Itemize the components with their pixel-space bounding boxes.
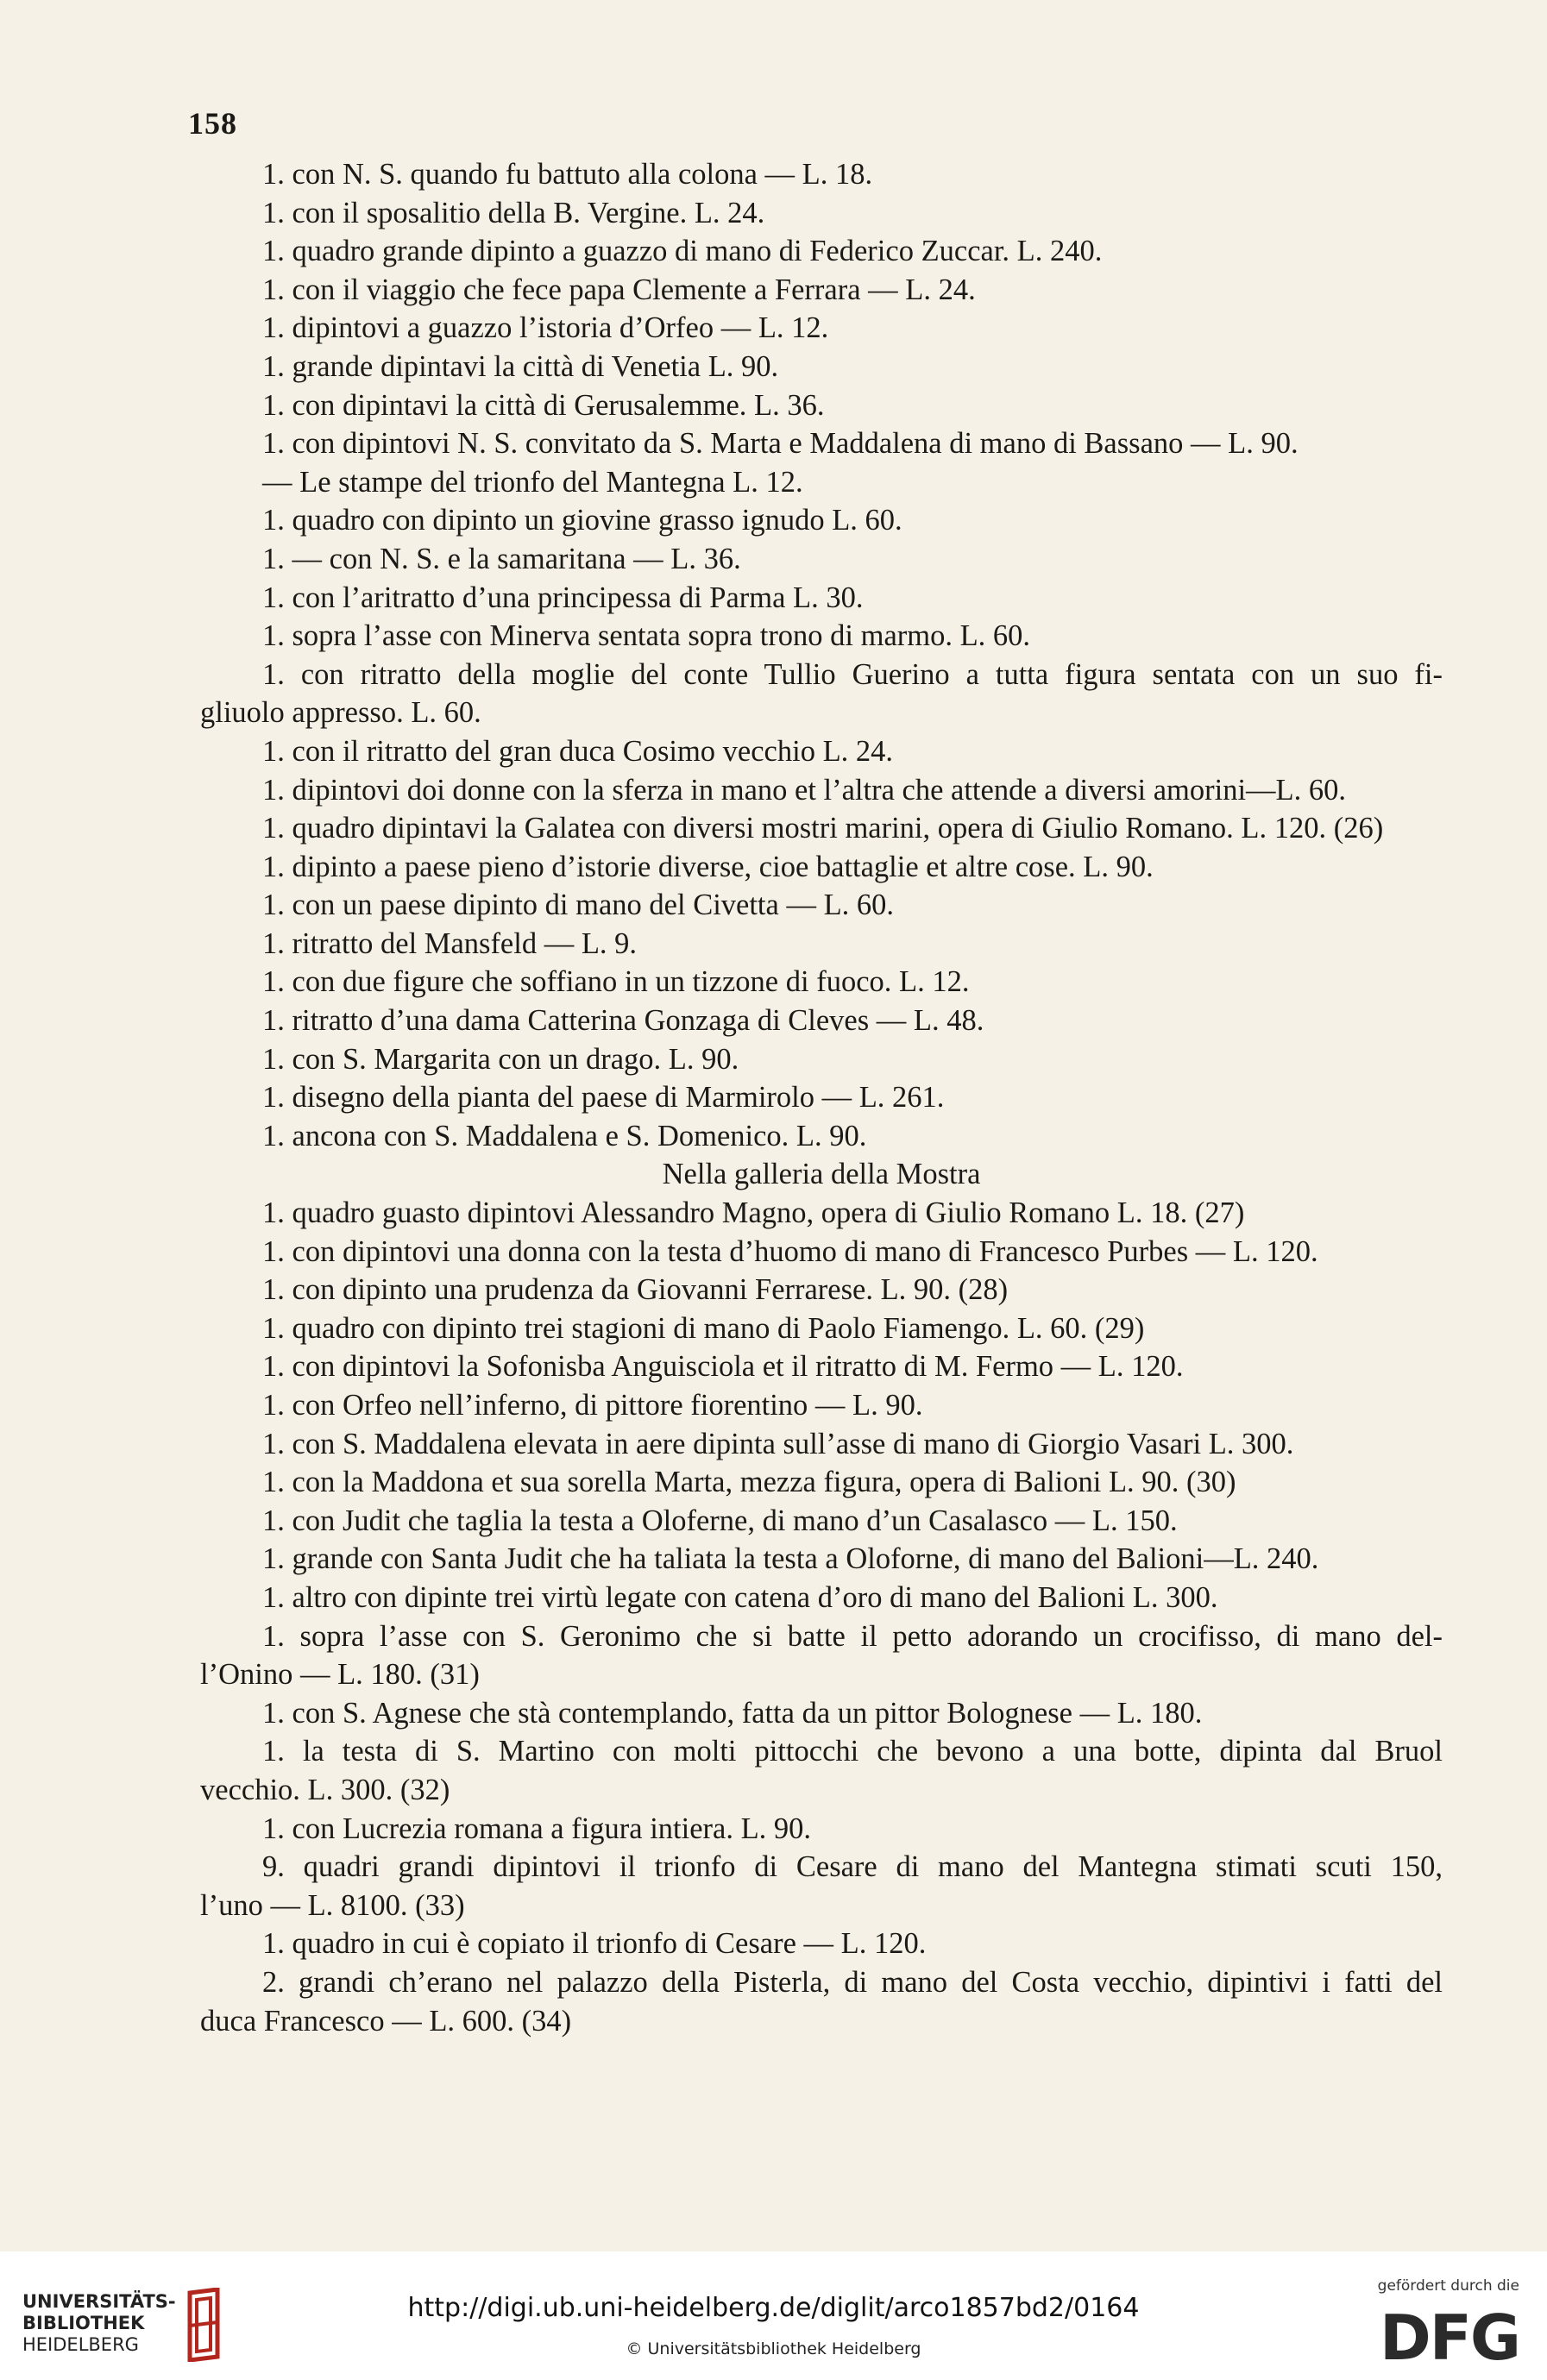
text-line: 1. con l’aritratto d’una principessa di Parma L. 30.: [262, 581, 864, 614]
text-line: 1. quadro guasto dipintovi Alessandro Magno, opera di Giulio Romano L. 18. (27): [262, 1196, 1245, 1230]
text-line: 1. con dipintovi la Sofonisba Anguisciola et il ritratto di M. Fermo — L. 120.: [262, 1350, 1184, 1384]
text-line: 1. sopra l’asse con Minerva sentata sopra trono di marmo. L. 60.: [262, 619, 1031, 653]
text-line: 1. dipintovi doi donne con la sferza in mano et l’altra che attende a diversi amorini—L. 60.: [262, 773, 1346, 807]
text-line: 1. quadro con dipinto trei stagioni di mano di Paolo Fiamengo. L. 60. (29): [262, 1311, 1145, 1345]
text-line: 1. con dipintavi la città di Gerusalemme. L. 36.: [262, 388, 825, 422]
text-line: 1. quadro dipintavi la Galatea con diversi mostri marini, opera di Giulio Romano. L. 120. (26): [262, 812, 1384, 845]
text-line: 1. sopra l’asse con S. Geronimo che si batte il petto adorando un crocifisso, di mano del-: [262, 1619, 1443, 1653]
text-line: 1. con un paese dipinto di mano del Civetta — L. 60.: [262, 889, 895, 922]
text-line: 1. grande dipintavi la città di Venetia L. 90.: [262, 349, 779, 383]
document-body: [200, 155, 1443, 2040]
text-line: 1. quadro con dipinto un giovine grasso ignudo L. 60.: [262, 504, 902, 537]
text-line: 1. grande con Santa Judit che ha taliata la testa a Oloforne, di mano del Balioni—L. 240.: [262, 1542, 1319, 1576]
text-line: 1. con due figure che soffiano in un tizzone di fuoco. L. 12.: [262, 965, 970, 999]
text-line: 1. quadro grande dipinto a guazzo di mano di Federico Zuccar. L. 240.: [262, 235, 1103, 268]
text-line: 1. con il sposalitio della B. Vergine. L. 24.: [262, 196, 765, 229]
text-line: 1. con N. S. quando fu battuto alla colona — L. 18.: [262, 158, 873, 191]
text-line: 1. con S. Maddalena elevata in aere dipinta sull’asse di mano di Giorgio Vasari L. 300.: [262, 1427, 1294, 1460]
text-line: 1. con la Maddona et sua sorella Marta, mezza figura, opera di Balioni L. 90. (30): [262, 1466, 1236, 1499]
permalink-url[interactable]: http://digi.ub.uni-heidelberg.de/diglit/arco1857bd2/0164: [407, 2293, 1140, 2323]
text-line: 1. con S. Agnese che stà contemplando, fatta da un pittor Bolognese — L. 180.: [262, 1696, 1203, 1730]
text-line: 1. con dipintovi una donna con la testa d’huomo di mano di Francesco Purbes — L. 120.: [262, 1234, 1318, 1268]
text-line: 2. grandi ch’erano nel palazzo della Pisterla, di mano del Costa vecchio, dipintivi i fatti del: [262, 1965, 1443, 1999]
text-line: 1. — con N. S. e la samaritana — L. 36.: [262, 542, 741, 575]
text-line: 1. dipinto a paese pieno d’istorie diverse, cioe battaglie et altre cose. L. 90.: [262, 850, 1154, 883]
text-line: 1. ancona con S. Maddalena e S. Domenico. L. 90.: [262, 1119, 867, 1152]
text-line: duca Francesco — L. 600. (34): [200, 2004, 572, 2038]
text-line: 1. con il ritratto del gran duca Cosimo vecchio L. 24.: [262, 734, 894, 768]
dfg-logo: DFG: [1379, 2302, 1519, 2374]
text-line: vecchio. L. 300. (32): [200, 1773, 450, 1806]
viewer-footer: [0, 2251, 1547, 2380]
text-line: 1. con dipinto una prudenza da Giovanni Ferrarese. L. 90. (28): [262, 1273, 1009, 1307]
text-line: 1. con il viaggio che fece papa Clemente a Ferrara — L. 24.: [262, 273, 976, 306]
text-line: 1. con dipintovi N. S. convitato da S. Marta e Maddalena di mano di Bassano — L. 90.: [262, 427, 1299, 461]
text-line: l’Onino — L. 180. (31): [200, 1658, 480, 1692]
text-line: l’uno — L. 8100. (33): [200, 1888, 465, 1922]
library-logo-line: HEIDELBERG: [22, 2334, 139, 2355]
text-line: 1. quadro in cui è copiato il trionfo di Cesare — L. 120.: [262, 1927, 927, 1961]
text-line: 1. con Lucrezia romana a figura intiera. L. 90.: [262, 1812, 812, 1845]
text-line: 9. quadri grandi dipintovi il trionfo di Cesare di mano del Mantegna stimati scuti 150,: [262, 1850, 1443, 1884]
funder-block[interactable]: [1347, 2277, 1519, 2372]
copyright-notice: © Universitätsbibliothek Heidelberg: [626, 2339, 921, 2358]
text-line: 1. la testa di S. Martino con molti pittocchi che bevono a una botte, dipinta dal Bruol: [262, 1735, 1443, 1768]
text-line: 1. altro con dipinte trei virtù legate con catena d’oro di mano del Balioni L. 300.: [262, 1580, 1218, 1614]
text-line: Nella galleria della Mostra: [662, 1158, 981, 1191]
page-number: 158: [188, 106, 237, 141]
text-line: gliuolo appresso. L. 60.: [200, 696, 481, 730]
text-line: 1. dipintovi a guazzo l’istoria d’Orfeo — L. 12.: [262, 311, 829, 345]
funding-label: gefördert durch die: [1377, 2277, 1519, 2295]
text-line: 1. disegno della pianta del paese di Marmirolo — L. 261.: [262, 1081, 945, 1115]
text-line: 1. con S. Margarita con un drago. L. 90.: [262, 1042, 739, 1076]
library-logo-line: UNIVERSITÄTS-: [22, 2291, 176, 2312]
text-line: 1. ritratto d’una dama Catterina Gonzaga di Cleves — L. 48.: [262, 1004, 984, 1038]
text-line: 1. con ritratto della moglie del conte Tullio Guerino a tutta figura sentata con un suo fi-: [262, 657, 1443, 691]
text-line: 1. con Orfeo nell’inferno, di pittore fiorentino — L. 90.: [262, 1389, 923, 1422]
text-line: 1. ritratto del Mansfeld — L. 9.: [262, 926, 638, 960]
text-line: 1. con Judit che taglia la testa a Oloferne, di mano d’un Casalasco — L. 150.: [262, 1504, 1178, 1537]
text-line: — Le stampe del trionfo del Mantegna L. 12.: [262, 465, 803, 499]
library-logo-line: BIBLIOTHEK: [22, 2313, 145, 2333]
